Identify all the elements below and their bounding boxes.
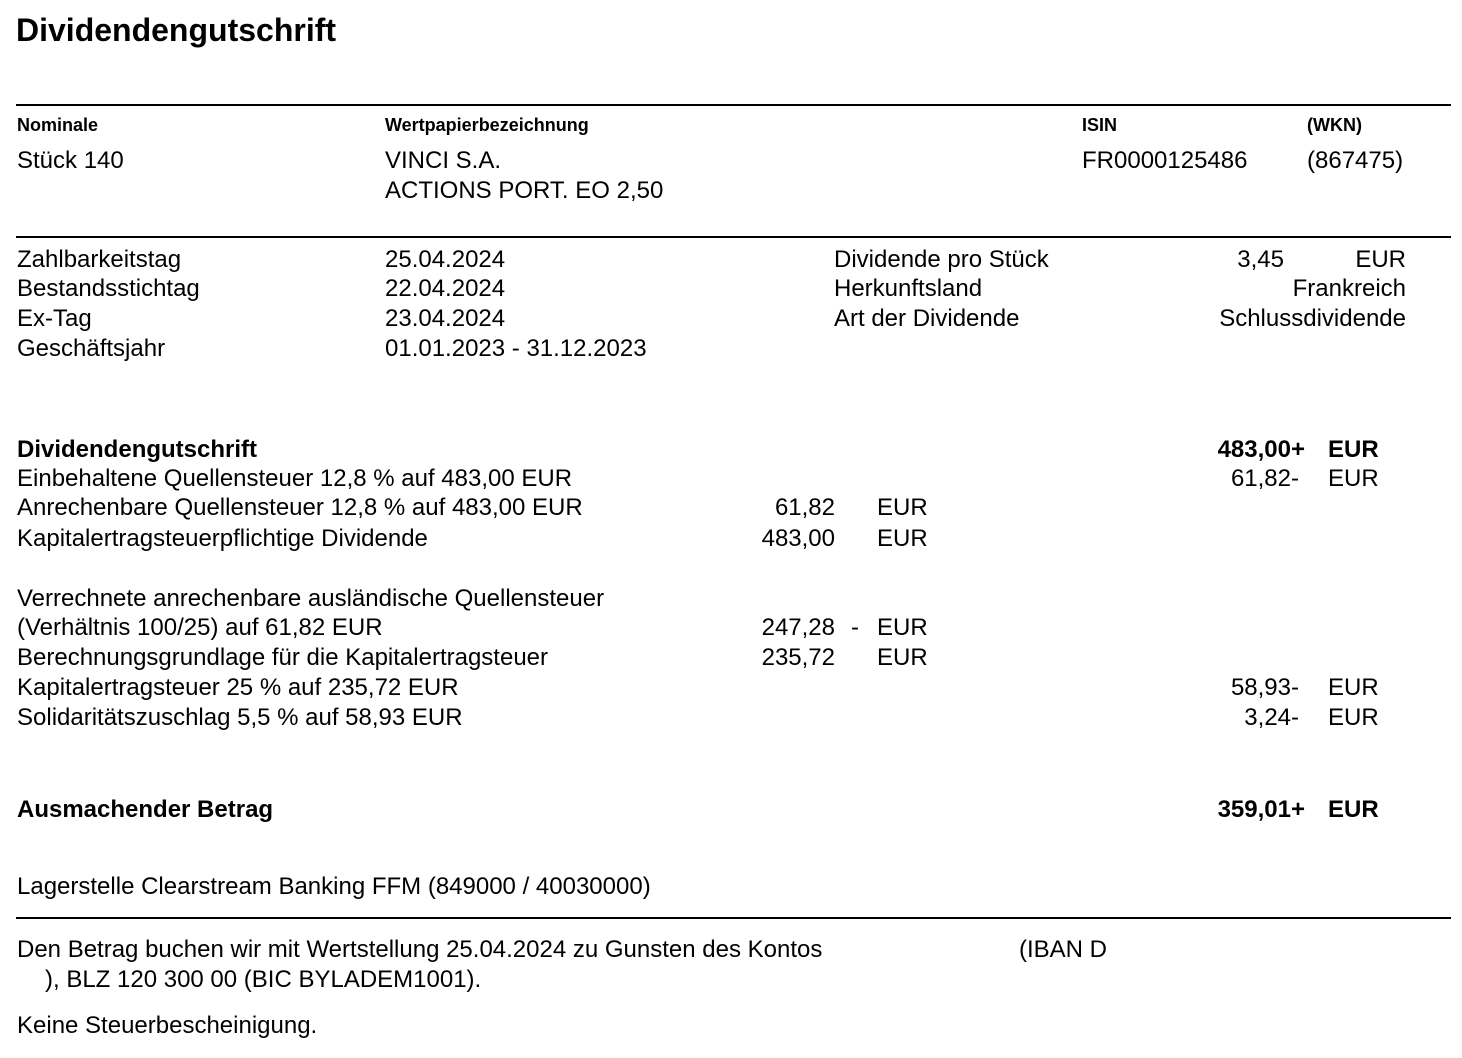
booking-iban: (IBAN D (1019, 936, 1108, 963)
origin-country-value: Frankreich (1292, 275, 1406, 302)
gutschrift-amount: 483,00+ (1217, 436, 1305, 463)
origin-country-label: Herkunftsland (834, 275, 983, 302)
divider-bottom (16, 917, 1451, 919)
withheld-tax-amount: 61,82- (1230, 465, 1299, 492)
dividend-type-label: Art der Dividende (834, 305, 1020, 332)
withheld-tax-label: Einbehaltene Quellensteuer 12,8 % auf 483,00 EUR (17, 465, 573, 492)
extag-label: Ex-Tag (17, 305, 92, 332)
extag-value: 23.04.2024 (385, 305, 506, 332)
security-name-line1: VINCI S.A. (385, 147, 502, 174)
nominal-header: Nominale (17, 115, 99, 135)
page-title: Dividendengutschrift (16, 12, 337, 48)
offset-foreign-tax-currency: EUR (877, 614, 928, 641)
tax-base-currency: EUR (877, 644, 928, 671)
dividend-per-share-currency: EUR (1355, 246, 1406, 273)
divider-top (16, 104, 1451, 106)
dividend-per-share-label: Dividende pro Stück (834, 246, 1049, 273)
bestandsstichtag-label: Bestandsstichtag (17, 275, 200, 302)
total-currency: EUR (1328, 796, 1379, 823)
capital-gains-tax-amount: 58,93- (1230, 674, 1299, 701)
solidarity-surcharge-label: Solidaritätszuschlag 5,5 % auf 58,93 EUR (17, 704, 463, 731)
tax-base-label: Berechnungsgrundlage für die Kapitalertragsteuer (17, 644, 549, 671)
solidarity-surcharge-amount: 3,24- (1244, 704, 1299, 731)
offset-foreign-tax-amount: 247,28 (761, 614, 835, 641)
gutschrift-label: Dividendengutschrift (17, 436, 258, 463)
nominal-value: Stück 140 (17, 147, 124, 174)
security-name-header: Wertpapierbezeichnung (385, 115, 589, 135)
creditable-tax-currency: EUR (877, 494, 928, 521)
zahlbarkeitstag-value: 25.04.2024 (385, 246, 506, 273)
isin-header: ISIN (1082, 115, 1118, 135)
solidarity-surcharge-currency: EUR (1328, 704, 1379, 731)
capital-gains-tax-label: Kapitalertragsteuer 25 % auf 235,72 EUR (17, 674, 459, 701)
creditable-tax-label: Anrechenbare Quellensteuer 12,8 % auf 483,00 EUR (17, 494, 583, 521)
offset-foreign-tax-label-line1: Verrechnete anrechenbare ausländische Quellensteuer (17, 585, 605, 612)
custody-info: Lagerstelle Clearstream Banking FFM (849000 / 40030000) (17, 873, 651, 900)
booking-text-line1: Den Betrag buchen wir mit Wertstellung 25.04.2024 zu Gunsten des Kontos (17, 936, 823, 963)
taxable-dividend-currency: EUR (877, 525, 928, 552)
creditable-tax-amount: 61,82 (774, 494, 835, 521)
booking-text-line2: ), BLZ 120 300 00 (BIC BYLADEM1001). (45, 966, 482, 993)
offset-foreign-tax-sign: - (851, 614, 859, 641)
taxable-dividend-amount: 483,00 (761, 525, 835, 552)
total-label: Ausmachender Betrag (17, 796, 274, 823)
dividend-per-share-value: 3,45 (1237, 246, 1284, 273)
wkn-value: (867475) (1307, 147, 1404, 174)
tax-certificate-note: Keine Steuerbescheinigung. (17, 1012, 318, 1039)
tax-base-amount: 235,72 (761, 644, 835, 671)
bestandsstichtag-value: 22.04.2024 (385, 275, 506, 302)
security-name-line2: ACTIONS PORT. EO 2,50 (385, 177, 664, 204)
isin-value: FR0000125486 (1082, 147, 1248, 174)
capital-gains-tax-currency: EUR (1328, 674, 1379, 701)
divider-middle (16, 236, 1451, 238)
geschaeftsjahr-value: 01.01.2023 - 31.12.2023 (385, 335, 647, 362)
dividend-type-value: Schlussdividende (1219, 305, 1406, 332)
zahlbarkeitstag-label: Zahlbarkeitstag (17, 246, 182, 273)
total-amount: 359,01+ (1217, 796, 1305, 823)
taxable-dividend-label: Kapitalertragsteuerpflichtige Dividende (17, 525, 428, 552)
withheld-tax-currency: EUR (1328, 465, 1379, 492)
geschaeftsjahr-label: Geschäftsjahr (17, 335, 166, 362)
gutschrift-currency: EUR (1328, 436, 1379, 463)
offset-foreign-tax-label-line2: (Verhältnis 100/25) auf 61,82 EUR (17, 614, 383, 641)
wkn-header: (WKN) (1307, 115, 1362, 135)
